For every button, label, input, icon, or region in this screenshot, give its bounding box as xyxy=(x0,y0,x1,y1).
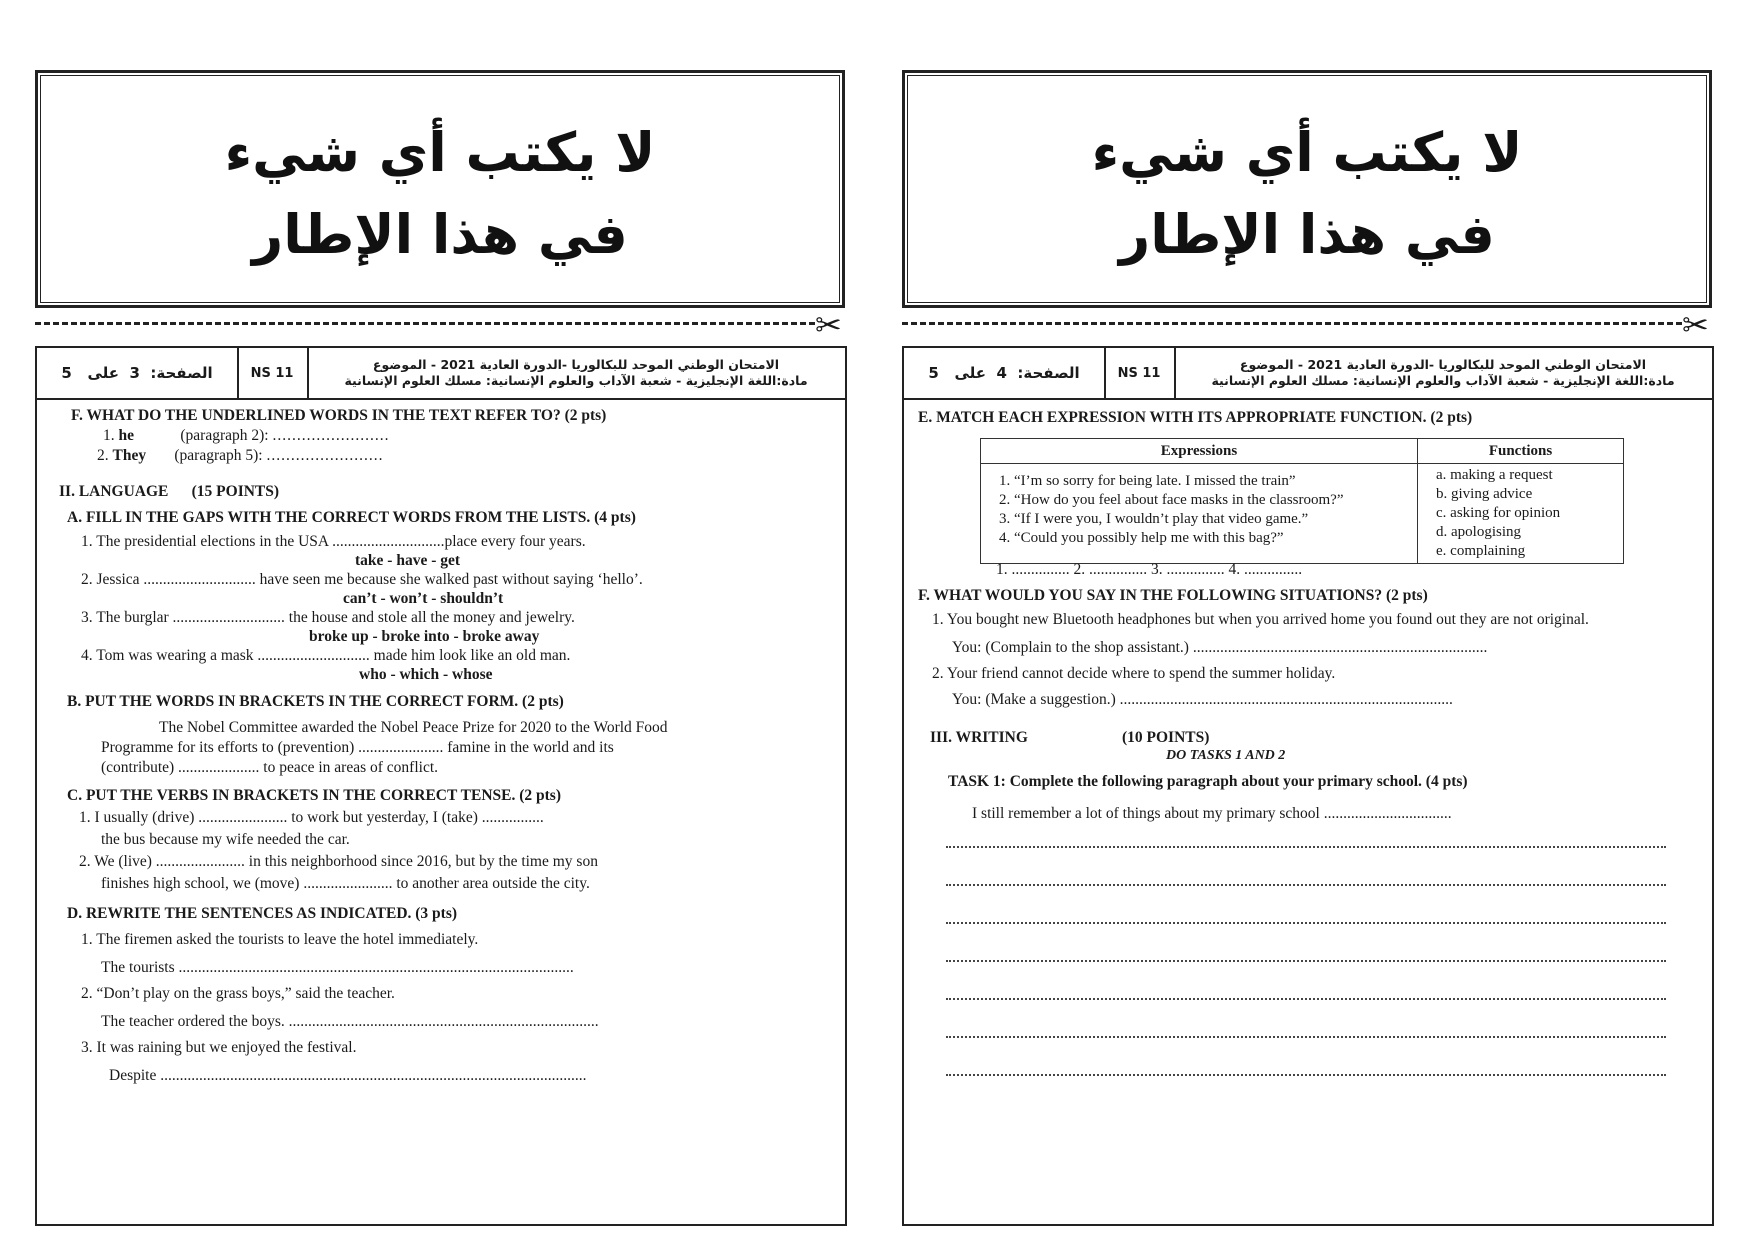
page-header xyxy=(37,348,845,400)
function-item: d. apologising xyxy=(1436,524,1521,540)
function-item: a. making a request xyxy=(1436,467,1553,483)
page-number: 3 xyxy=(129,364,140,382)
page-label: الصفحة: xyxy=(1017,364,1080,382)
situation-answer-1[interactable]: You: (Complain to the shop assistant.) ............................................................................ xyxy=(952,639,1488,656)
exam-body xyxy=(35,346,847,1226)
gap-options-4: who - which - whose xyxy=(359,666,493,683)
rewrite-question-1: 1. The firemen asked the tourists to leave the hotel immediately. xyxy=(81,931,479,948)
gap-question-2[interactable]: 2. Jessica ............................. have seen me because she walked past without saying ‘hello’. xyxy=(81,571,643,588)
section-b-text-line1: The Nobel Committee awarded the Nobel Peace Prize for 2020 to the World Food xyxy=(159,719,668,736)
underlined-word: he xyxy=(118,427,134,444)
rewrite-answer-2[interactable]: The teacher ordered the boys. ................................................................................ xyxy=(101,1013,599,1030)
section-b-title: B. PUT THE WORDS IN BRACKETS IN THE CORRECT FORM. (2 pts) xyxy=(67,693,564,710)
task1-title: TASK 1: Complete the following paragraph about your primary school. (4 pts) xyxy=(948,773,1468,790)
functions-cell xyxy=(1418,464,1624,564)
writing-instruction: DO TASKS 1 AND 2 xyxy=(1166,748,1286,763)
tense-question-1-cont: the bus because my wife needed the car. xyxy=(101,831,350,848)
exam-body xyxy=(902,346,1714,1226)
expression-item: 3. “If I were you, I wouldn’t play that video game.” xyxy=(999,511,1309,527)
page-number-cell xyxy=(904,348,1106,398)
functions-header: Functions xyxy=(1418,439,1624,464)
situation-question-2: 2. Your friend cannot decide where to spend the summer holiday. xyxy=(932,665,1336,682)
cut-line xyxy=(902,322,1682,325)
answer-blank[interactable]: ........................ xyxy=(266,447,384,464)
do-not-write-line2: في هذا الإطار xyxy=(1119,203,1495,266)
matching-answers[interactable]: 1. ............... 2. ............... 3. ............... 4. ............... xyxy=(996,561,1303,578)
exam-title-line2: مادة:اللغة الإنجليزية - شعبة الآداب والعلوم الإنسانية: مسلك العلوم الإنسانية xyxy=(344,373,808,388)
underlined-word: They xyxy=(112,447,147,464)
rewrite-answer-3[interactable]: Despite .............................................................................................................. xyxy=(109,1067,587,1084)
section-b-text-line3[interactable]: (contribute) ..................... to peace in areas of conflict. xyxy=(101,759,439,776)
section-a-title: A. FILL IN THE GAPS WITH THE CORRECT WORDS FROM THE LISTS. (4 pts) xyxy=(67,509,636,526)
rewrite-question-3: 3. It was raining but we enjoyed the festival. xyxy=(81,1039,357,1056)
rewrite-question-2: 2. “Don’t play on the grass boys,” said the teacher. xyxy=(81,985,395,1002)
of-label: على xyxy=(87,364,120,382)
gap-options-3: broke up - broke into - broke away xyxy=(309,628,540,645)
writing-section-points: (10 POINTS) xyxy=(1122,729,1210,746)
writing-line[interactable] xyxy=(946,1036,1666,1038)
situation-answer-2[interactable]: You: (Make a suggestion.) ...................................................................................... xyxy=(952,691,1453,708)
cut-line xyxy=(35,322,815,325)
do-not-write-frame xyxy=(35,70,845,308)
page-number-cell xyxy=(37,348,239,398)
matching-table xyxy=(980,438,1624,564)
page-header xyxy=(904,348,1712,400)
gap-question-1[interactable]: 1. The presidential elections in the USA .............................place every four years. xyxy=(81,533,586,550)
page-total: 5 xyxy=(61,364,72,382)
task1-paragraph-start[interactable]: I still remember a lot of things about my primary school ................................. xyxy=(972,805,1452,822)
reference-item: 1. he (paragraph 2): ........................ xyxy=(103,427,390,444)
exam-code: NS 11 xyxy=(1104,348,1176,398)
gap-question-3[interactable]: 3. The burglar ............................. the house and stole all the money and jewelry. xyxy=(81,609,575,626)
page-number: 4 xyxy=(996,364,1007,382)
exam-code: NS 11 xyxy=(237,348,309,398)
exam-title-line2: مادة:اللغة الإنجليزية - شعبة الآداب والعلوم الإنسانية: مسلك العلوم الإنسانية xyxy=(1211,373,1675,388)
exam-page-4 xyxy=(902,70,1712,1220)
scissors-icon: ✂ xyxy=(1682,306,1709,344)
expressions-cell xyxy=(981,464,1418,564)
situation-question-1: 1. You bought new Bluetooth headphones but when you arrived home you found out they are not original. xyxy=(932,611,1589,628)
function-item: b. giving advice xyxy=(1436,486,1533,502)
exam-title-line1: الامتحان الوطني الموحد للبكالوريا -الدورة العادية 2021 - الموضوع xyxy=(1239,357,1647,372)
writing-line[interactable] xyxy=(946,1074,1666,1076)
page-label: الصفحة: xyxy=(150,364,213,382)
tense-question-2[interactable]: 2. We (live) ....................... in this neighborhood since 2016, but by the time my son xyxy=(79,853,598,870)
gap-options-1: take - have - get xyxy=(355,552,461,569)
writing-line[interactable] xyxy=(946,884,1666,886)
do-not-write-line1: لا يكتب أي شيء xyxy=(224,121,656,184)
do-not-write-line1: لا يكتب أي شيء xyxy=(1091,121,1523,184)
reference-item: 2. They (paragraph 5): ........................ xyxy=(97,447,384,464)
section-b-text-line2[interactable]: Programme for its efforts to (prevention) ...................... famine in the world and its xyxy=(101,739,614,756)
tense-question-1[interactable]: 1. I usually (drive) ....................... to work but yesterday, I (take) ................ xyxy=(79,809,544,826)
exam-title-line1: الامتحان الوطني الموحد للبكالوريا -الدورة العادية 2021 - الموضوع xyxy=(372,357,780,372)
gap-options-2: can’t - won’t - shouldn’t xyxy=(343,590,504,607)
writing-line[interactable] xyxy=(946,960,1666,962)
expression-item: 2. “How do you feel about face masks in the classroom?” xyxy=(999,492,1344,508)
answer-blank[interactable]: ........................ xyxy=(272,427,390,444)
writing-section-title: III. WRITING xyxy=(930,729,1028,746)
section-d-title: D. REWRITE THE SENTENCES AS INDICATED. (3 pts) xyxy=(67,905,458,922)
language-section-title: II. LANGUAGE (15 POINTS) xyxy=(59,483,280,500)
writing-line[interactable] xyxy=(946,922,1666,924)
function-item: e. complaining xyxy=(1436,543,1526,559)
do-not-write-frame xyxy=(902,70,1712,308)
exam-title xyxy=(1174,348,1712,398)
expressions-header: Expressions xyxy=(981,439,1418,464)
page-total: 5 xyxy=(928,364,939,382)
section-e-title: E. MATCH EACH EXPRESSION WITH ITS APPROPRIATE FUNCTION. (2 pts) xyxy=(918,409,1473,426)
expression-item: 4. “Could you possibly help me with this bag?” xyxy=(999,530,1284,546)
exam-title xyxy=(307,348,845,398)
do-not-write-line2: في هذا الإطار xyxy=(252,203,628,266)
section-f-title: F. WHAT DO THE UNDERLINED WORDS IN THE TEXT REFER TO? (2 pts) xyxy=(71,407,607,424)
gap-question-4[interactable]: 4. Tom was wearing a mask ............................. made him look like an old man. xyxy=(81,647,571,664)
section-c-title: C. PUT THE VERBS IN BRACKETS IN THE CORRECT TENSE. (2 pts) xyxy=(67,787,561,804)
expression-item: 1. “I’m so sorry for being late. I missed the train” xyxy=(999,473,1296,489)
rewrite-answer-1[interactable]: The tourists ...................................................................................................... xyxy=(101,959,574,976)
of-label: على xyxy=(954,364,987,382)
writing-line[interactable] xyxy=(946,998,1666,1000)
writing-line[interactable] xyxy=(946,846,1666,848)
function-item: c. asking for opinion xyxy=(1436,505,1561,521)
exam-page-3 xyxy=(35,70,845,1220)
tense-question-2-cont[interactable]: finishes high school, we (move) ....................... to another area outside the city. xyxy=(101,875,590,892)
scissors-icon: ✂ xyxy=(815,306,842,344)
section-f-title: F. WHAT WOULD YOU SAY IN THE FOLLOWING SITUATIONS? (2 pts) xyxy=(918,587,1428,604)
